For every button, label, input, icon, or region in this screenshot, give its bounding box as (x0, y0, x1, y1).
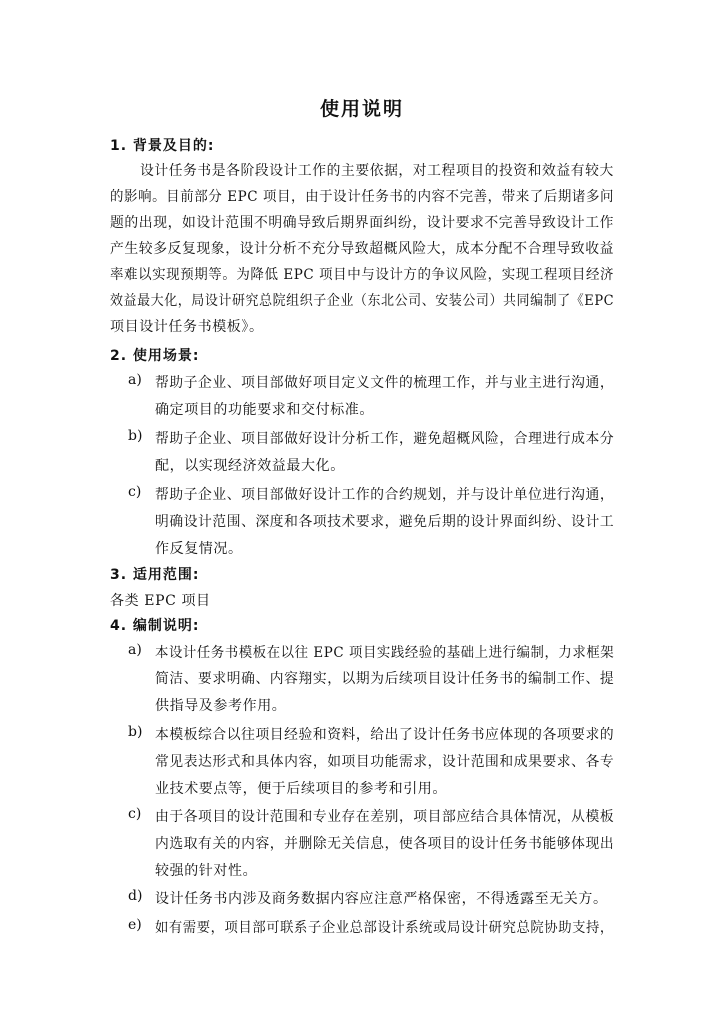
list-item-line: 帮助子企业、项目部做好设计工作的合约规划，并与设计单位进行沟通， (155, 487, 615, 503)
list-item-line: 本模板综合以往项目经验和资料，给出了设计任务书应体现的各项要求的 (155, 727, 615, 743)
list-item-line: 本设计任务书模板在以往 EPC 项目实践经验的基础上进行编制，力求框架 (155, 645, 615, 661)
list-item-line: 帮助子企业、项目部做好项目定义文件的梳理工作，并与业主进行沟通， (155, 375, 615, 391)
list-item-line: 供指导及参考作用。 (155, 698, 287, 714)
list-item-marker: a) (128, 372, 142, 388)
list-item-line: 帮助子企业、项目部做好设计分析工作，避免超概风险，合理进行成本分 (155, 431, 615, 447)
list-item-line: 如有需要，项目部可联系子企业总部设计系统或局设计研究总院协助支持， (155, 920, 614, 936)
list-item-line: 常见表达形式和具体内容，如项目功能需求，设计范围和成果要求、各专 (155, 754, 615, 770)
section-4-heading: 4. 编制说明: (110, 618, 200, 634)
section-3-text: 各类 EPC 项目 (110, 593, 211, 609)
list-item-marker: a) (128, 642, 142, 658)
list-item-line: 设计任务书内涉及商务数据内容应注意严格保密，不得透露至无关方。 (155, 891, 608, 907)
list-item-marker: b) (128, 724, 143, 740)
section-1-line: 率难以实现预期等。为降低 EPC 项目中与设计方的争议风险，实现工程项目经济 (110, 267, 615, 283)
section-2-heading: 2. 使用场景: (110, 348, 200, 364)
page-title: 使用说明 (319, 98, 404, 120)
section-1-line: 产生较多反复现象，设计分析不充分导致超概风险大，成本分配不合理导致收益 (110, 241, 614, 257)
list-item-line: 简洁、要求明确、内容翔实，以期为后续项目设计任务书的编制工作、提 (155, 671, 615, 687)
section-1-heading: 1. 背景及目的: (110, 138, 215, 154)
section-1-line: 题的出现，如设计范围不明确导致后期界面纠纷，设计要求不完善导致设计工作 (110, 215, 614, 231)
list-item-line: 配，以实现经济效益最大化。 (155, 458, 345, 474)
list-item-marker: e) (128, 917, 142, 933)
list-item-marker: c) (128, 484, 142, 500)
list-item-line: 确定项目的功能要求和交付标准。 (155, 402, 374, 418)
section-1-line: 效益最大化，局设计研究总院组织子企业（东北公司、安装公司）共同编制了《EPC (110, 293, 615, 309)
list-item-line: 明确设计范围、深度和各项技术要求，避免后期的设计界面纠纷、设计工 (155, 514, 615, 530)
list-item-line: 由于各项目的设计范围和专业存在差别，项目部应结合具体情况，从模板 (155, 809, 615, 825)
section-1-line: 设计任务书是各阶段设计工作的主要依据，对工程项目的投资和效益有较大 (140, 163, 614, 179)
list-item-line: 较强的针对性。 (155, 863, 258, 879)
list-item-marker: b) (128, 428, 143, 444)
list-item-line: 业技术要点等，便于后续项目的参考和引用。 (155, 781, 447, 797)
list-item-line: 内选取有关的内容，并删除无关信息，使各项目的设计任务书能够体现出 (155, 836, 615, 852)
list-item-marker: d) (128, 888, 143, 904)
list-item-marker: c) (128, 806, 142, 822)
section-1-line: 的影响。目前部分 EPC 项目，由于设计任务书的内容不完善，带来了后期诸多问 (110, 189, 615, 205)
section-1-line: 项目设计任务书模板》。 (110, 319, 264, 335)
section-3-heading: 3. 适用范围: (110, 567, 200, 583)
list-item-line: 作反复情况。 (155, 541, 243, 557)
